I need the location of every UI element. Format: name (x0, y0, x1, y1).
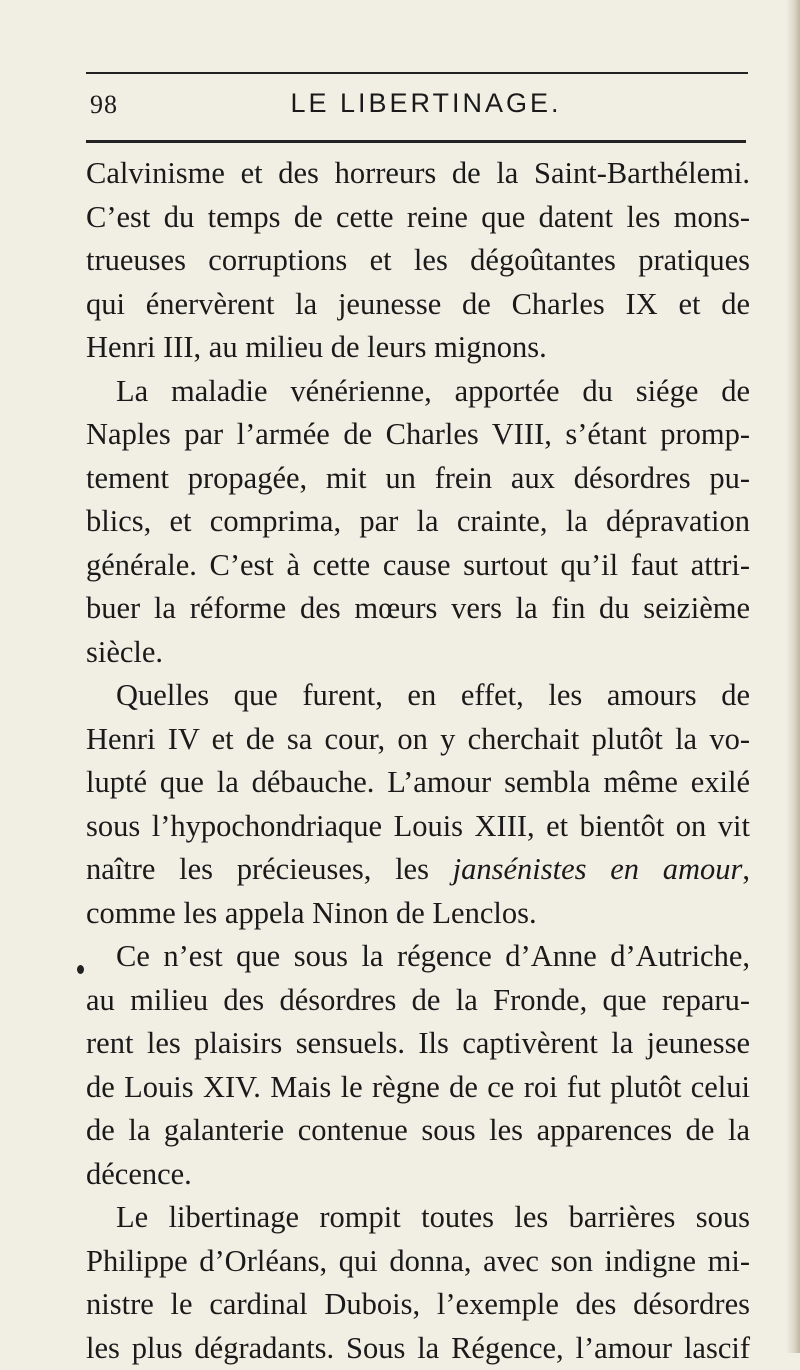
text-line-part: naître les précieuses, les (86, 852, 429, 886)
text-line: au milieu des désordres de la Fronde, que reparu- (86, 979, 750, 1023)
header-rule-top (86, 72, 748, 74)
text-line: Ce n’est que sous la régence d’Anne d’Autriche, (86, 935, 750, 979)
text-line: lupté que la débauche. L’amour sembla même exilé (86, 761, 750, 805)
running-title: LE LIBERTINAGE. (86, 88, 748, 119)
text-line: qui énervèrent la jeunesse de Charles IX et de (86, 283, 750, 327)
text-line: Henri IV et de sa cour, on y cherchait plutôt la vo- (86, 718, 750, 762)
body-text (86, 152, 750, 1370)
text-line: Le libertinage rompit toutes les barrières sous (86, 1196, 750, 1240)
text-line: La maladie vénérienne, apportée du siége de (86, 370, 750, 414)
text-line (86, 848, 750, 892)
text-line: blics, et comprima, par la crainte, la dépravation (86, 500, 750, 544)
text-line: Calvinisme et des horreurs de la Saint-Barthélemi. (86, 152, 750, 196)
text-line: de Louis XIV. Mais le règne de ce roi fut plutôt celui (86, 1066, 750, 1110)
text-line: décence. (86, 1153, 750, 1197)
text-line: comme les appela Ninon de Lenclos. (86, 892, 750, 936)
running-header (86, 86, 748, 126)
italic-phrase: jansénistes en amour (453, 852, 743, 886)
text-line: buer la réforme des mœurs vers la fin du seizième (86, 587, 750, 631)
text-line: trueuses corruptions et les dégoûtantes pratiques (86, 239, 750, 283)
text-line: générale. C’est à cette cause surtout qu’il faut attri- (86, 544, 750, 588)
text-line: Naples par l’armée de Charles VIII, s’étant promp- (86, 413, 750, 457)
text-line: siècle. (86, 631, 750, 675)
text-line: Philippe d’Orléans, qui donna, avec son indigne mi- (86, 1240, 750, 1284)
page-edge-shadow (786, 0, 800, 1353)
ink-speck (77, 965, 84, 974)
text-line: les plus dégradants. Sous la Régence, l’amour lascif (86, 1327, 750, 1370)
text-line: sous l’hypochondriaque Louis XIII, et bientôt on vit (86, 805, 750, 849)
text-line: de la galanterie contenue sous les apparences de la (86, 1109, 750, 1153)
text-line: rent les plaisirs sensuels. Ils captivèrent la jeunesse (86, 1022, 750, 1066)
text-line-part: , (742, 852, 750, 886)
page-number: 98 (90, 90, 118, 120)
header-rule-bottom (86, 140, 746, 143)
text-line: nistre le cardinal Dubois, l’exemple des désordres (86, 1283, 750, 1327)
text-line: tement propagée, mit un frein aux désordres pu- (86, 457, 750, 501)
text-line: Henri III, au milieu de leurs mignons. (86, 326, 750, 370)
text-line: C’est du temps de cette reine que datent les mons- (86, 196, 750, 240)
text-line: Quelles que furent, en effet, les amours de (86, 674, 750, 718)
